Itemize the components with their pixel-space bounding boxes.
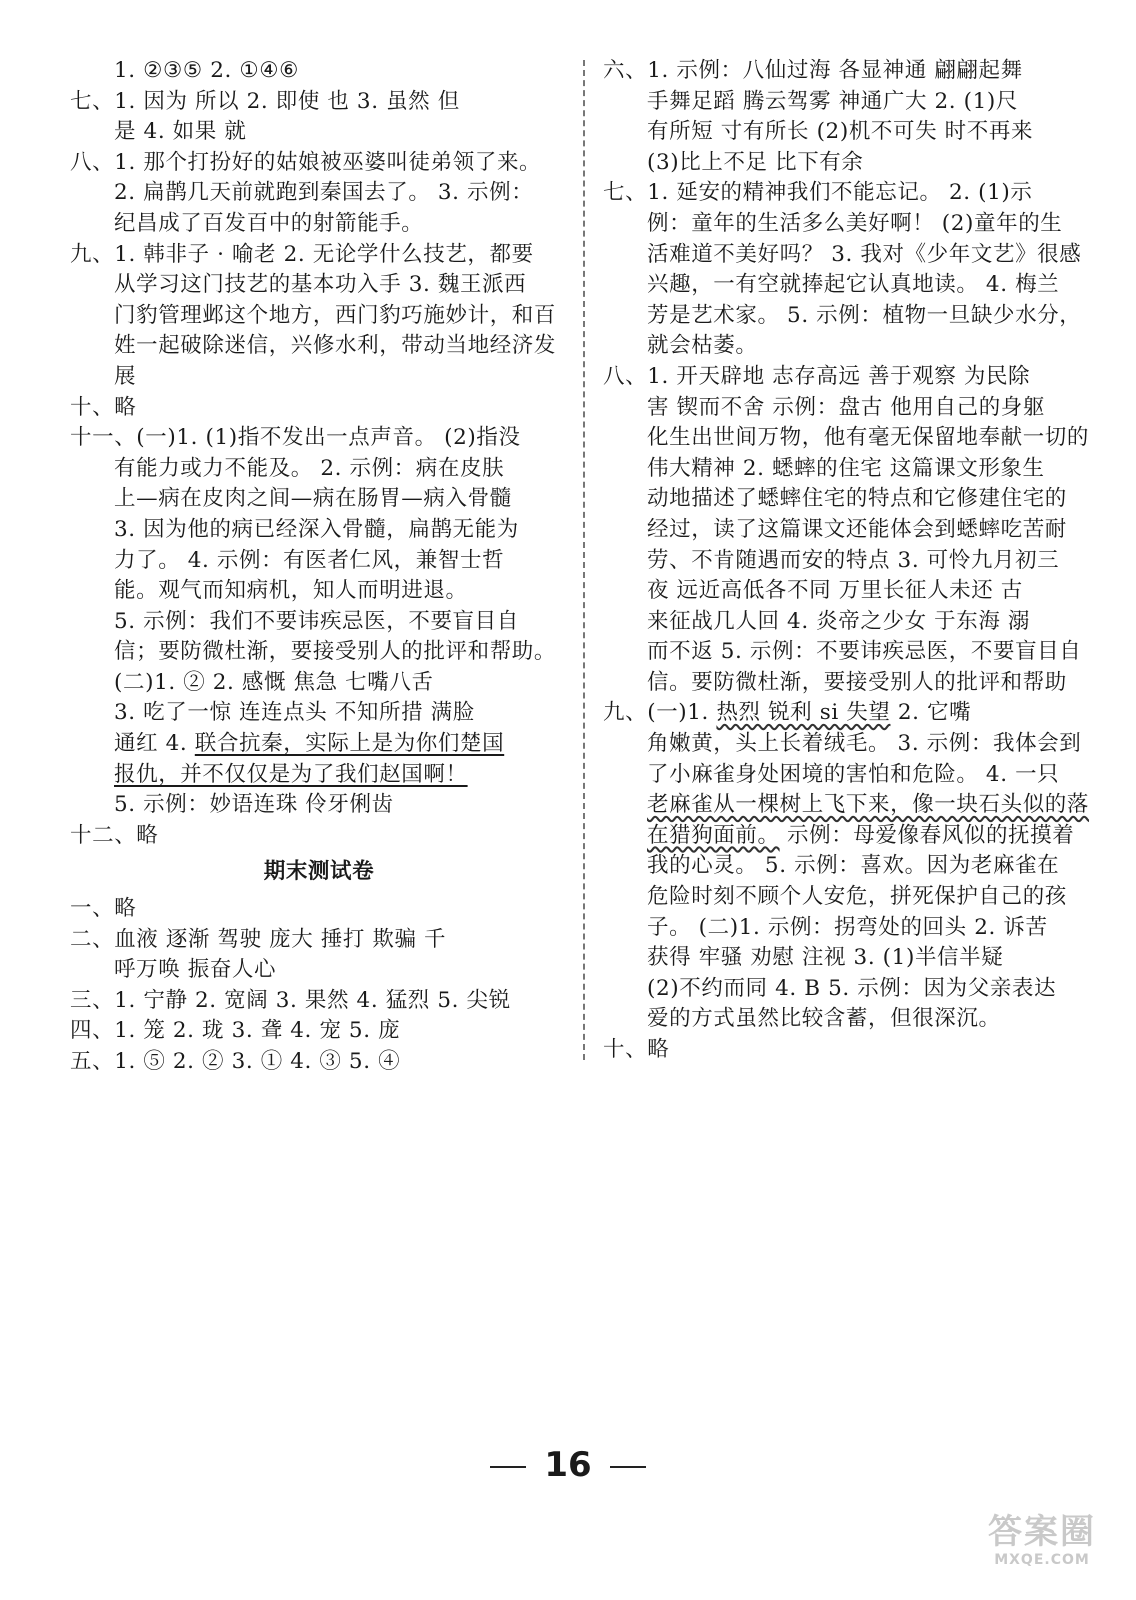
answer-text: 姓一起破除迷信，兴修水利，带动当地经济发 [114,333,557,359]
left-column-line [70,698,568,729]
right-column-line [603,240,1083,271]
left-column-line [70,576,568,607]
answer-text: 七、1. 因为 所以 2. 即使 也 3. 虽然 但 [70,88,460,114]
right-column-line [603,117,1083,148]
answer-text: 有能力或力不能及。 2. 示例：病在皮肤 [114,455,505,481]
answer-text: 三、1. 宁静 2. 宽阔 3. 果然 4. 猛烈 5. 尖锐 [70,987,511,1013]
right-column-line [603,393,1083,424]
answer-text: 二、血液 逐渐 驾驶 庞大 捶打 欺骗 千 [70,926,447,952]
left-column-line [70,955,568,986]
right-column-line [603,974,1083,1005]
answer-text: 报仇，并不仅仅是为了我们赵国啊！ [114,761,468,787]
right-column-line [603,484,1083,515]
answer-text: (3)比上不足 比下有余 [647,149,864,175]
left-column-line [70,209,568,240]
answer-text: 十二、略 [70,822,159,848]
answer-text: 展 [114,363,137,389]
right-column-line [603,882,1083,913]
dash-right [610,1466,646,1468]
answer-text: 呼万唤 振奋人心 [114,957,277,983]
right-column-line [603,331,1083,362]
left-column-line [70,894,568,925]
left-column-line [70,331,568,362]
right-column-line [603,913,1083,944]
answer-text: 芳是艺术家。 5. 示例：植物一旦缺少水分， [647,302,1082,328]
page-number [0,1445,1136,1485]
right-column-line [603,515,1083,546]
right-column-line [603,301,1083,332]
answer-text: 六、1. 示例：八仙过海 各显神通 翩翩起舞 [603,58,1023,83]
answer-text: 例：童年的生活多么美好啊！ (2)童年的生 [647,210,1063,236]
left-column-line [70,423,568,454]
answer-text: 1. ②③⑤ 2. ①④⑥ [114,58,299,83]
left-column-line [70,1047,568,1078]
right-column-line [603,209,1083,240]
answer-text: 九、1. 韩非子 · 喻老 2. 无论学什么技艺，都要 [70,241,534,267]
answer-text: 从学习这门技艺的基本功入手 3. 魏王派西 [114,272,527,298]
left-column-line [70,484,568,515]
answer-text: 门豹管理邺这个地方，西门豹巧施妙计，和百 [114,302,557,328]
answer-text: 热烈 锐利 si 失望 [716,700,891,726]
left-column-line [70,1016,568,1047]
column-divider [583,60,585,1060]
left-column-line [70,821,568,852]
answer-text: 四、1. 笼 2. 珑 3. 聋 4. 宠 5. 庞 [70,1018,401,1044]
answer-text: (二)1. ② 2. 感慨 焦急 七嘴八舌 [114,669,434,695]
answer-text: 动地描述了蟋蟀住宅的特点和它修建住宅的 [647,486,1067,512]
right-column-line [603,943,1083,974]
left-column-line [70,87,568,118]
right-column-line [603,1004,1083,1035]
answer-text: 联合抗秦，实际上是为你们楚国 [194,731,505,757]
answer-text: 上—病在皮肉之间—病在肠胃—病入骨髓 [114,486,512,512]
answer-text: 劳、不肯随遇而安的特点 3. 可怜九月初三 [647,547,1060,573]
answer-text: 期末测试卷 [263,859,375,885]
answer-text: 爱的方式虽然比较含蓄，但很深沉。 [647,1006,1001,1032]
answer-text: 十、略 [603,1037,670,1062]
answer-text: 获得 牢骚 劝慰 注视 3. (1)半信半疑 [647,945,1004,971]
right-column-line [603,851,1083,882]
answer-text: 化生出世间万物，他有毫无保留地奉献一切的 [647,425,1090,451]
left-column-line [70,240,568,271]
answer-text: 经过，读了这篇课文还能体会到蟋蟀吃苦耐 [647,516,1067,542]
dash-left [490,1466,526,1468]
answer-text: 5. 示例：我们不要讳疾忌医，不要盲目自 [114,608,519,634]
left-column-line [70,117,568,148]
right-column [603,56,1090,1066]
answer-text: 在猎狗面前。 [647,822,780,848]
answer-text: 一、略 [70,896,137,922]
answer-text: 八、1. 那个打扮好的姑娘被巫婆叫徒弟领了来。 [70,149,542,175]
answer-text: 就会枯萎。 [647,333,758,359]
page-number-text: 16 [544,1445,592,1485]
answer-text: 手舞足蹈 腾云驾雾 神通广大 2. (1)尺 [647,88,1019,114]
answer-text: 活难道不美好吗？ 3. 我对《少年文艺》很感 [647,241,1082,267]
answer-text: 七、1. 延安的精神我们不能忘记。 2. (1)示 [603,180,1033,206]
answer-text: 通红 4. [114,731,195,757]
answer-text: 纪昌成了百发百中的射箭能手。 [114,210,424,236]
left-column-line [70,393,568,424]
right-column-line [603,760,1083,791]
right-column-line [603,56,1083,87]
answer-text: 3. 吃了一惊 连连点头 不知所措 满脸 [114,700,475,726]
answer-text: 老麻雀从一棵树上飞下来，像一块石头似的落 [647,792,1090,818]
answer-text: 九、(一)1. [603,700,717,726]
answer-text: 能。观气而知病机，知人而明进退。 [114,578,468,604]
answer-text: 兴趣，一有空就捧起它认真地读。 4. 梅兰 [647,272,1060,298]
answer-text: 十一、(一)1. (1)指不发出一点声音。 (2)指没 [70,425,521,451]
answer-text: 十、略 [70,394,137,420]
answer-text: 来征战几人回 4. 炎帝之少女 于东海 溺 [647,608,1030,634]
answer-text: 伟大精神 2. 蟋蟀的住宅 这篇课文形象生 [647,455,1045,481]
answer-text: 危险时刻不顾个人安危，拼死保护自己的孩 [647,884,1067,910]
left-column-line [70,729,568,760]
watermark-big-text: 答案圈 [988,1512,1096,1552]
left-column [70,56,568,1078]
watermark-small-text: MXQE.COM [994,1552,1090,1568]
left-column-line [70,607,568,638]
answer-text: 八、1. 开天辟地 志存高远 善于观察 为民除 [603,363,1031,389]
left-column-line [70,546,568,577]
answer-text: 害 锲而不舍 示例：盘古 他用自己的身躯 [647,394,1046,420]
right-column-line [603,637,1083,668]
right-column-line [603,729,1083,760]
answer-text: 五、1. ⑤ 2. ② 3. ① 4. ③ 5. ④ [70,1049,401,1074]
left-column-line [70,362,568,393]
left-column-line [70,515,568,546]
watermark-logo [982,1512,1102,1578]
right-column-line [603,423,1090,454]
right-column-line [603,546,1083,577]
left-column-line [70,178,568,209]
right-column-line [603,1035,1083,1066]
left-column-line [70,857,568,888]
answer-text: 示例：母爱像春风似的抚摸着 [779,822,1075,848]
right-column-line [603,148,1083,179]
left-column-line [70,301,568,332]
answer-text: 信。要防微杜渐，要接受别人的批评和帮助 [647,669,1067,695]
left-column-line [70,454,568,485]
left-column-line [70,760,568,791]
right-column-line [603,607,1083,638]
right-column-line [603,178,1083,209]
left-column-line [70,790,568,821]
answer-text: 力了。 4. 示例：有医者仁风，兼智士哲 [114,547,505,573]
right-column-line [603,790,1090,821]
right-column-line [603,698,1083,729]
right-column-line [603,821,1083,852]
answer-text: (2)不约而同 4. B 5. 示例：因为父亲表达 [647,975,1057,1001]
left-column-line [70,270,568,301]
answer-text: 了小麻雀身处困境的害怕和危险。 4. 一只 [647,761,1060,787]
answer-text: 有所短 寸有所长 (2)机不可失 时不再来 [647,119,1034,145]
answer-text: 信；要防微杜渐，要接受别人的批评和帮助。 [114,639,557,665]
left-column-line [70,986,568,1017]
right-column-line [603,270,1083,301]
right-column-line [603,454,1083,485]
left-column-line [70,56,568,87]
left-column-line [70,637,568,668]
left-column-line [70,668,568,699]
right-column-line [603,668,1083,699]
answer-text: 5. 示例：妙语连珠 伶牙俐齿 [114,792,394,818]
left-column-line [70,148,568,179]
answer-text: 2. 扁鹊几天前就跑到秦国去了。 3. 示例： [114,180,534,206]
right-column-line [603,362,1083,393]
answer-text: 我的心灵。 5. 示例：喜欢。因为老麻雀在 [647,853,1060,879]
answer-text: 角嫩黄，头上长着绒毛。 3. 示例：我体会到 [647,731,1082,757]
answer-text: 子。 (二)1. 示例：拐弯处的回头 2. 诉苦 [647,914,1048,940]
answer-text: 而不返 5. 示例：不要讳疾忌医，不要盲目自 [647,639,1082,665]
right-column-line [603,576,1083,607]
answer-text: 夜 远近高低各不同 万里长征人未还 古 [647,578,1023,604]
left-column-line [70,925,568,956]
right-column-line [603,87,1083,118]
answer-text: 2. 它嘴 [890,700,972,726]
answer-text: 3. 因为他的病已经深入骨髓，扁鹊无能为 [114,516,519,542]
answer-text: 是 4. 如果 就 [114,119,247,145]
